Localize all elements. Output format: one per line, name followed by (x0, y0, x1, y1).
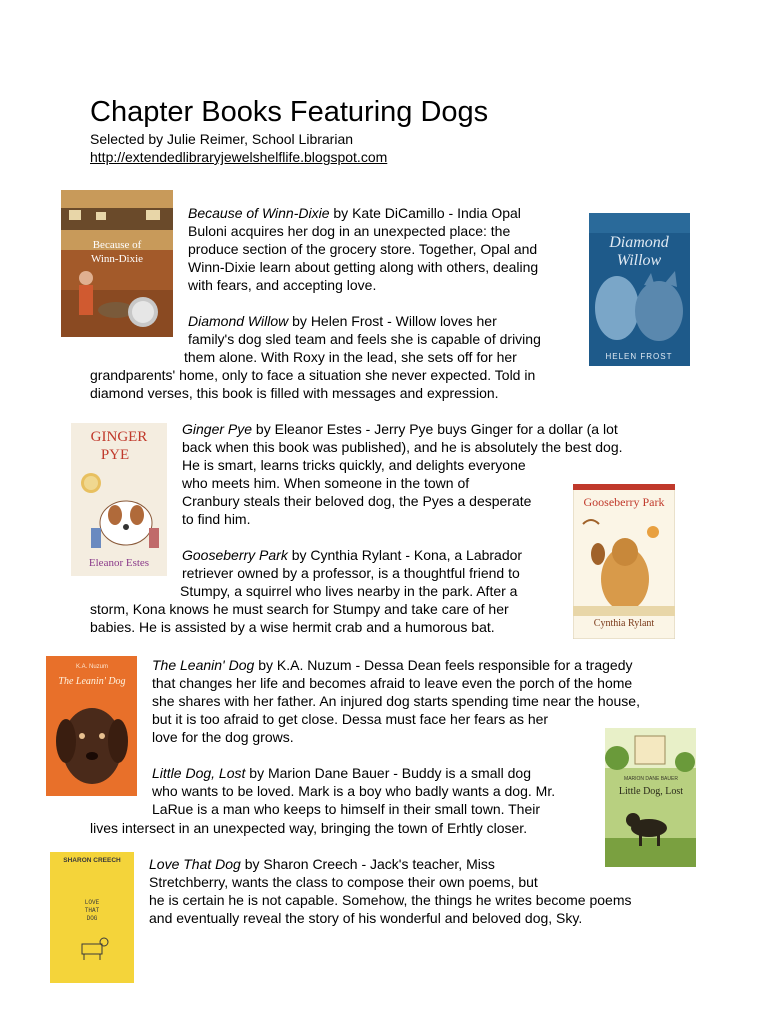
book-line: Stretchberry, wants the class to compose their own poems, but (149, 874, 538, 890)
cover-gooseberry-park (573, 484, 675, 639)
book-line: but it is too afraid to get close. Dessa must face her fears as her (152, 711, 549, 727)
book-title: Little Dog, Lost (152, 765, 246, 781)
book-line: He is smart, learns tricks quickly, and delights everyone (182, 457, 526, 473)
cover-text: Diamond (609, 234, 669, 251)
book-title: Love That Dog (149, 856, 241, 872)
page-title: Chapter Books Featuring Dogs (90, 96, 489, 128)
book-line: back when this book was published), and he is absolutely the best dog. (182, 439, 623, 455)
book-line: Gooseberry Park by Cynthia Rylant - Kona, a Labrador (182, 547, 523, 563)
book-line: grandparents' home, only to face a situation she never expected. Told in (90, 367, 536, 383)
cover-text: Gooseberry Park (583, 495, 665, 509)
book-title: Diamond Willow (188, 313, 289, 329)
book-line: love for the dog grows. (152, 729, 294, 745)
cover-text: MARION DANE BAUER (624, 776, 678, 782)
cover-text: HELEN FROST (605, 352, 673, 361)
book-line: Little Dog, Lost by Marion Dane Bauer - Buddy is a small dog (152, 765, 531, 781)
cover-text: The Leanin' Dog (58, 676, 126, 687)
book-line: Ginger Pye by Eleanor Estes - Jerry Pye buys Ginger for a dollar (a lot (182, 421, 618, 437)
book-title: Gooseberry Park (182, 547, 288, 563)
book-line: Buloni acquires her dog in an unexpected place: the (188, 223, 511, 239)
book-line: with fears, and accepting love. (188, 277, 377, 293)
cover-because-of-winn-dixie (61, 190, 173, 337)
cover-text: SHARON CREECH (63, 857, 121, 864)
book-title: Ginger Pye (182, 421, 253, 437)
book-line: who wants to be loved. Mark is a boy who badly wants a dog. Mr. (152, 783, 556, 799)
book-line: Stumpy, a squirrel who lives nearby in the park. After a (180, 583, 518, 599)
book-line: Love That Dog by Sharon Creech - Jack's teacher, Miss (149, 856, 495, 872)
cover-text: Eleanor Estes (88, 557, 150, 569)
book-line: Because of Winn-Dixie by Kate DiCamillo - India Opal (188, 205, 521, 221)
book-line: diamond verses, this book is filled with messages and expression. (90, 385, 499, 401)
book-line: who meets him. When someone in the town of (182, 475, 470, 491)
book-line: Cranbury steals their beloved dog, the Pyes a desperate (182, 493, 532, 509)
book-line: The Leanin' Dog by K.A. Nuzum - Dessa Dean feels responsible for a tragedy (152, 657, 633, 673)
cover-text: K.A. Nuzum (75, 664, 109, 670)
cover-little-dog-lost (605, 728, 696, 867)
book-line: that changes her life and becomes afraid to leave even the porch of the home (152, 675, 633, 691)
cover-text: Cynthia Rylant (593, 618, 655, 629)
page-subtitle: Selected by Julie Reimer, School Librarian (90, 131, 354, 147)
book-title: The Leanin' Dog (152, 657, 255, 673)
book-line: to find him. (182, 511, 251, 527)
book-line: he is certain he is not capable. Somehow, the things he writes become poems (149, 892, 632, 908)
cover-text: PYE (100, 447, 130, 463)
book-line: Diamond Willow by Helen Frost - Willow loves her (188, 313, 497, 329)
cover-ginger-pye (71, 423, 167, 576)
book-line: and eventually reveal the story of his wonderful and beloved dog, Sky. (149, 910, 583, 926)
book-line: Winn-Dixie learn about getting along with others, dealing (188, 259, 539, 275)
cover-diamond-willow (589, 213, 690, 366)
book-title: Because of Winn-Dixie (188, 205, 330, 221)
blog-link[interactable]: http://extendedlibraryjewelshelflife.blogspot.com (90, 149, 388, 165)
book-line: retriever owned by a professor, is a thoughtful friend to (182, 565, 520, 581)
cover-the-leanin-dog (46, 656, 137, 796)
book-line: produce section of the grocery store. Together, Opal and (188, 241, 538, 257)
book-line: family's dog sled team and feels she is capable of driving (188, 331, 541, 347)
cover-text: LOVE (84, 899, 100, 906)
cover-text: Willow (616, 252, 662, 269)
book-line: them alone. With Roxy in the lead, she sets off for her (184, 349, 517, 365)
cover-text: THAT (84, 907, 100, 914)
cover-text: Little Dog, Lost (618, 786, 684, 797)
cover-text: Winn-Dixie (90, 253, 144, 265)
book-line: LaRue is a man who keeps to himself in their small town. Their (152, 801, 541, 817)
cover-love-that-dog (50, 852, 134, 983)
book-line: babies. He is assisted by a wise hermit crab and a humorous bat. (90, 619, 495, 635)
cover-text: GINGER (90, 429, 148, 445)
book-line: she shares with her father. An injured dog starts spending time near the house, (152, 693, 640, 709)
cover-text: Because of (92, 239, 142, 251)
cover-text: DOG (86, 915, 98, 922)
book-line: storm, Kona knows he must search for Stumpy and take care of her (90, 601, 509, 617)
book-line: lives intersect in an unexpected way, bringing the town of Erhtly closer. (90, 820, 528, 836)
